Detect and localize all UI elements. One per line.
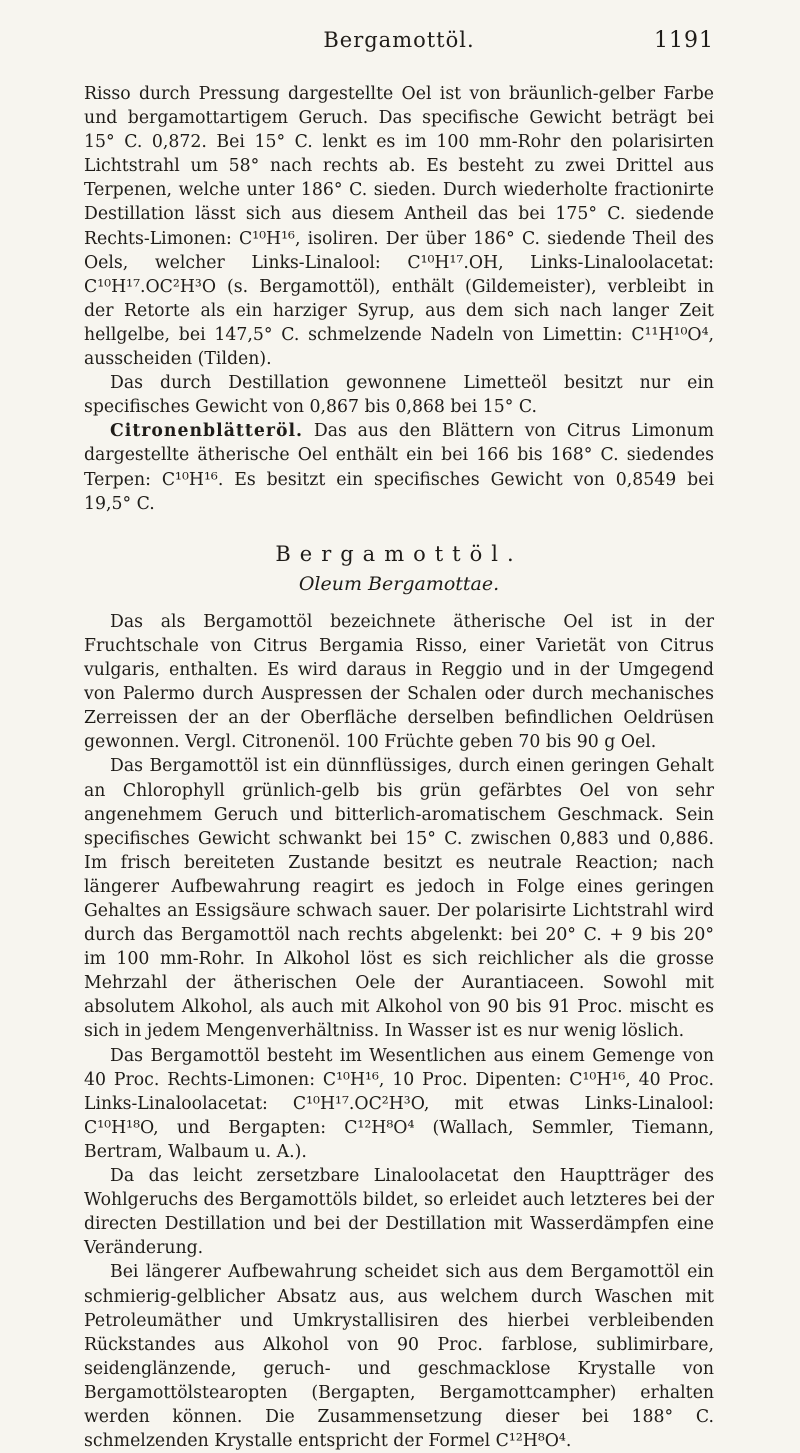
running-title: Bergamottöl. xyxy=(323,28,475,52)
running-head xyxy=(84,28,714,68)
section-subtitle: Oleum Bergamottae. xyxy=(298,572,500,595)
paragraph-origin: Das als Bergamottöl bezeichnete ätherische Oel ist in der Fruchtschale von Citrus Bergamia Risso, einer Varietät von Citrus vulgaris, enthalten. Es wird daraus in Reggio und in der Umgegend von Palermo durch Auspressen der Schalen oder durch mechanisches Zerreissen der an der Oberfläche derselben befindlichen Oeldrüsen gewonnen. Vergl. Citronenöl. 100 Früchte geben 70 bis 90 g Oel. xyxy=(84,611,714,753)
paragraph-bergapten: Bei längerer Aufbewahrung scheidet sich aus dem Bergamottöl ein schmierig-gelblicher Absatz aus, aus welchem durch Waschen mit Petroleumäther und Umkrystallisiren des hierbei verbleibenden Rückstandes aus Alkohol von 90 Proc. farblose, sublimirbare, seidenglänzende, geruch- und geschmacklose Krystalle von Bergamottölstearopten (Bergapten, Bergamottcampher) erhalten werden können. Die Zusammensetzung dieser bei 188° C. schmelzenden Krystalle entspricht der Formel C¹²H⁸O⁴. xyxy=(84,1262,714,1452)
paragraph-composition: Das Bergamottöl besteht im Wesentlichen aus einem Gemenge von 40 Proc. Rechts-Limonen: C¹⁰H¹⁶, 10 Proc. Dipenten: C¹⁰H¹⁶, 40 Proc. Links-Linaloolacetat: C¹⁰H¹⁷.OC²H³O, mit etwas Links-Linalool: C¹⁰H¹⁸O, und Bergapten: C¹²H⁸O⁴ (Wallach, Semmler, Tiemann, Bertram, Walbaum u. A.). xyxy=(84,1045,714,1162)
paragraph-citronenblaetteroel xyxy=(84,419,714,515)
paragraph-linaloolacetat: Da das leicht zersetzbare Linaloolacetat den Hauptträger des Wohlgeruchs des Bergamottöls bildet, so erleidet auch letzteres bei der directen Destillation und bei der Destillation mit Wasserdämpfen eine Veränderung. xyxy=(84,1166,714,1259)
citronenblaetteroel-heading: Citronenblätteröl. xyxy=(110,421,304,442)
paragraph-risso-oil: Risso durch Pressung dargestellte Oel ist von bräunlich-gelber Farbe und bergamottartigem Geruch. Das specifische Gewicht beträgt bei 15° C. 0,872. Bei 15° C. lenkt es im 100 mm-Rohr den polarisirten Lichtstrahl um 58° nach rechts ab. Es besteht zu zwei Drittel aus Terpenen, welche unter 186° C. sieden. Durch wiederholte fractionirte Destillation lässt sich aus diesem Antheil das bei 175° C. siedende Rechts-Limonen: C¹⁰H¹⁶, isoliren. Der über 186° C. siedende Theil des Oels, welcher Links-Linalool: C¹⁰H¹⁷.OH, Links-Linaloolacetat: C¹⁰H¹⁷.OC²H³O (s. Bergamottöl), enthält (Gildemeister), verbleibt in der Retorte als ein harziger Syrup, aus dem sich nach langer Zeit hellgelbe, bei 147,5° C. schmelzende Nadeln von Limettin: C¹¹H¹⁰O⁴, ausscheiden (Tilden). xyxy=(84,84,714,370)
paragraph-properties: Das Bergamottöl ist ein dünnflüssiges, durch einen geringen Gehalt an Chlorophyll grünlich-gelb bis grün gefärbtes Oel von sehr angenehmem Geruch und bitterlich-aromatischem Geschmack. Sein specifisches Gewicht schwankt bei 15° C. zwischen 0,883 und 0,886. Im frisch bereiteten Zustande besitzt es neutrale Reaction; nach längerer Aufbewahrung reagirt es jedoch in Folge eines geringen Gehaltes an Essigsäure schwach sauer. Der polarisirte Lichtstrahl wird durch das Bergamottöl nach rechts abgelenkt: bei 20° C. + 9 bis 20° im 100 mm-Rohr. In Alkohol löst es sich reichlicher als die grosse Mehrzahl der ätherischen Oele der Aurantiaceen. Sowohl mit absolutem Alkohol, als auch mit Alkohol von 90 bis 91 Proc. mischt es sich in jedem Mengenverhältniss. In Wasser ist es nur wenig löslich. xyxy=(84,756,714,1042)
page-body xyxy=(84,82,714,1453)
paragraph-limette-oil: Das durch Destillation gewonnene Limetteöl besitzt nur ein specifisches Gewicht von 0,867 bis 0,868 bei 15° C. xyxy=(84,373,714,418)
citronenblaetteroel-text: Das aus den Blättern von Citrus Limonum dargestellte ätherische Oel enthält ein bei 166 bis 168° C. siedendes Terpen: C¹⁰H¹⁶. Es besitzt ein specifisches Gewicht von 0,8549 bei 19,5° C. xyxy=(84,421,714,514)
page-number: 1191 xyxy=(654,28,714,53)
section-title: Bergamottöl. xyxy=(275,541,523,566)
